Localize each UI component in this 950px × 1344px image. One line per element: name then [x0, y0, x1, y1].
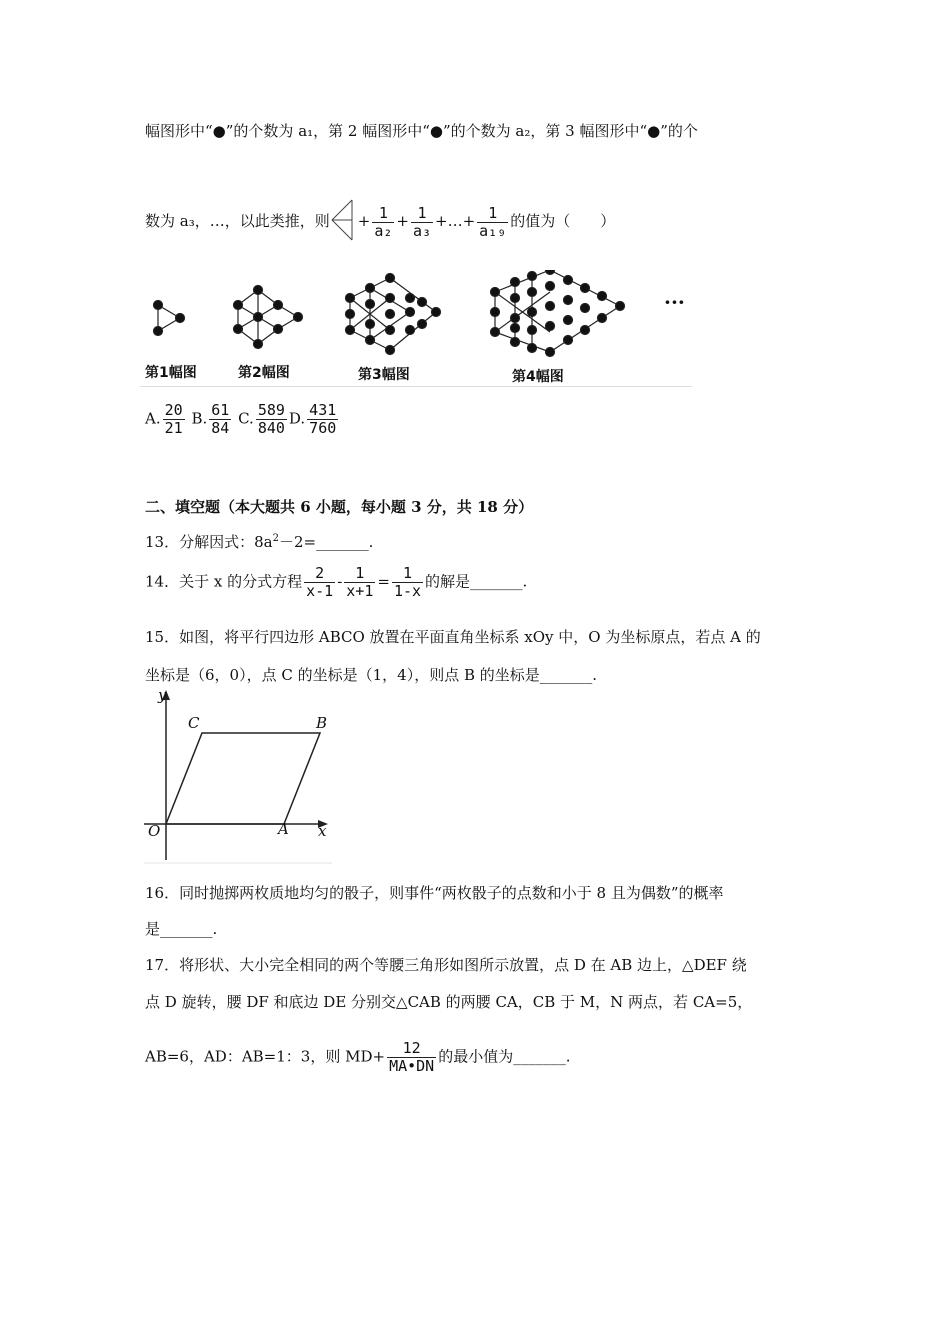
option-b-value: $\frac{61}{84}$: [211, 401, 230, 437]
q14-minus: -: [337, 572, 343, 591]
option-c-value: $\frac{589}{840}$: [257, 401, 285, 437]
q14-suffix: 的解是_______.: [425, 572, 528, 591]
triangle-fragment-icon: [330, 198, 358, 246]
q12-line2: 数为 a₃，…，以此类推，则 + $\frac{1}{\text{a₂}}$ + $\frac{1}{\text{a₃}}$ +…+ $\frac{1}{\text{a₁₉}}$ 的值为（ ）: [145, 198, 615, 246]
q12-frac-a19: $\frac{1}{\text{a₁₉}}$: [479, 203, 507, 240]
q12-options: [145, 402, 340, 437]
q17-frac: $\frac{12}{MA•DN}$: [389, 1039, 435, 1075]
q14: [145, 565, 527, 600]
parallelogram-figure: [142, 688, 342, 868]
figure-2-dots: [234, 286, 303, 349]
point-label-a: A: [278, 820, 289, 838]
q15-line2: 坐标是（6，0），点 C 的坐标是（1，4），则点 B 的坐标是_______.: [145, 666, 598, 684]
q17-line2: 点 D 旋转，腰 DF 和底边 DE 分别交△CAB 的两腰 CA，CB 于 M，N 两点，若 CA=5，: [145, 993, 753, 1011]
figure-3-dots: [346, 274, 441, 355]
figure-label-2: 第2幅图: [238, 365, 290, 381]
figure-1-dots: [154, 301, 185, 336]
q14-frac3: $\frac{1}{1-x}$: [393, 564, 422, 600]
option-d-label: D.: [288, 409, 306, 428]
axis-label-x: x: [318, 822, 327, 840]
q14-frac2: $\frac{1}{x+1}$: [346, 564, 374, 600]
figure-label-1: 第1幅图: [145, 365, 197, 381]
q16-line1: 16．同时抛掷两枚质地均匀的骰子，则事件“两枚骰子的点数和小于 8 且为偶数”的概率: [145, 884, 724, 902]
option-a-label: A.: [145, 409, 161, 428]
q15-line1: 15．如图，将平行四边形 ABCO 放置在平面直角坐标系 xOy 中，O 为坐标原点，若点 A 的: [145, 628, 761, 646]
q17-line3: [145, 1040, 571, 1075]
option-a-value: $\frac{20}{21}$: [164, 401, 183, 437]
dot-pattern-figures: [140, 270, 700, 380]
q12-line1: 幅图形中“●”的个数为 a₁，第 2 幅图形中“●”的个数为 a₂，第 3 幅图形中“●”的个: [145, 122, 698, 140]
point-label-o: O: [148, 822, 161, 840]
figure-label-3: 第3幅图: [358, 367, 410, 383]
point-label-c: C: [188, 714, 200, 732]
option-d-value: $\frac{431}{760}$: [309, 401, 337, 437]
figure-more-ellipsis: ···: [664, 290, 685, 314]
q13-sup: 2: [272, 533, 279, 544]
q14-prefix: 14．关于 x 的分式方程: [145, 572, 303, 591]
figure-4-dots: [491, 270, 625, 357]
figure-divider: [140, 386, 692, 387]
q13-text: 13．分解因式：8a: [145, 533, 273, 551]
axis-label-y: y: [158, 686, 167, 704]
q12-line2-prefix: 数为 a₃，…，以此类推，则: [145, 212, 330, 230]
option-c-label: C.: [238, 409, 254, 428]
q13: [145, 531, 373, 552]
q12-line2-suffix: 的值为（ ）: [510, 212, 616, 230]
q12-frac-a3: $\frac{1}{\text{a₃}}$: [412, 203, 432, 240]
q14-equals: =: [377, 572, 390, 591]
q12-ellipsis: +…+: [435, 212, 476, 230]
q12-frac-a2: $\frac{1}{\text{a₂}}$: [374, 203, 393, 240]
option-b-label: B.: [191, 409, 208, 428]
figure-label-4: 第4幅图: [512, 369, 564, 385]
q17-line1: 17．将形状、大小完全相同的两个等腰三角形如图所示放置，点 D 在 AB 边上，△DEF 绕: [145, 956, 747, 974]
q16-line2: 是_______.: [145, 920, 218, 938]
q13-text-after: －2=_______.: [278, 533, 374, 551]
q14-frac1: $\frac{2}{x-1}$: [306, 564, 334, 600]
q17-suffix: 的最小值为_______.: [438, 1047, 571, 1066]
q17-prefix: AB=6，AD：AB=1：3，则 MD+: [145, 1047, 386, 1066]
point-label-b: B: [316, 714, 328, 732]
section-heading: 二、填空题（本大题共 6 小题，每小题 3 分，共 18 分）: [145, 498, 534, 516]
